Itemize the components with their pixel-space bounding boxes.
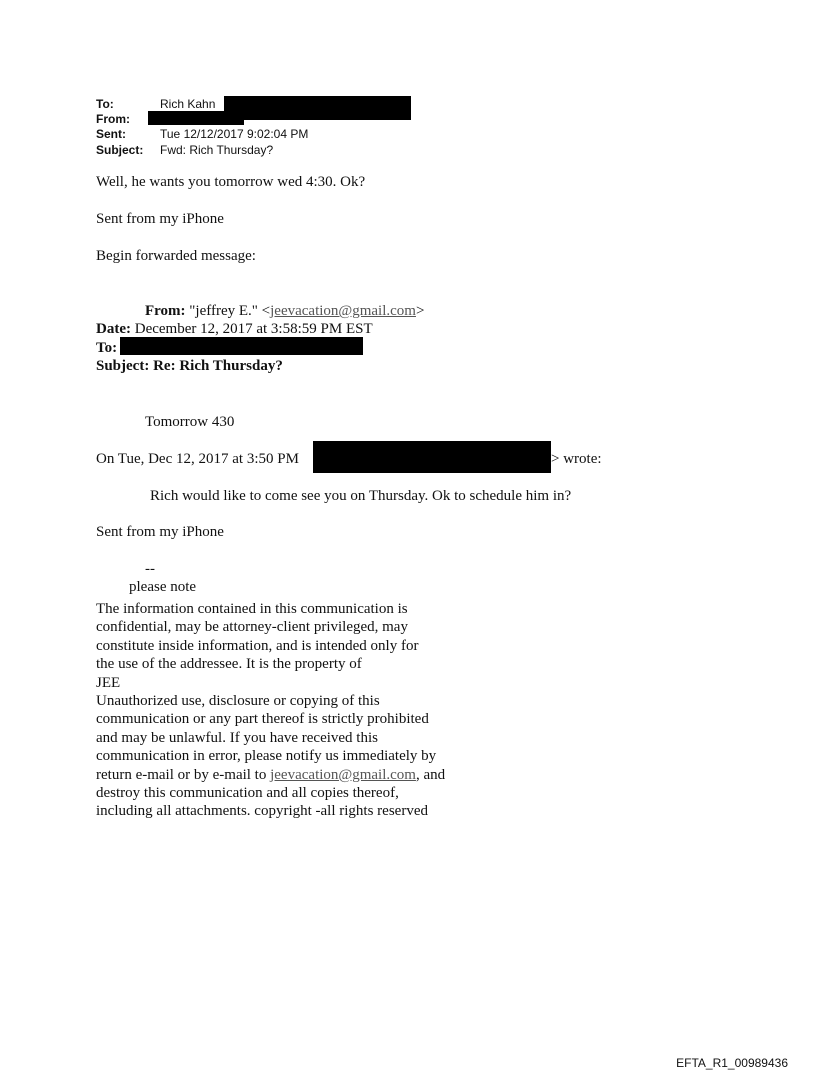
disclaimer-line: and may be unlawful. If you have received this: [96, 729, 378, 746]
redaction-box: [224, 96, 411, 120]
redaction-box: [148, 111, 244, 125]
quote-intro-post: > wrote:: [551, 451, 602, 467]
disclaimer-line: The information contained in this communication is: [96, 601, 408, 617]
redaction-box: [120, 337, 363, 355]
sent-label: Sent:: [96, 127, 126, 141]
reply-text: Tomorrow 430: [145, 414, 235, 430]
disclaimer-email-link[interactable]: jeevacation@gmail.com: [270, 766, 416, 783]
disclaimer-line: including all attachments. copyright -all rights reserved: [96, 803, 428, 820]
disclaimer-line: [96, 766, 476, 784]
forwarded-from-name: "jeffrey E." <: [189, 303, 271, 319]
disclaimer-line: communication or any part thereof is strictly prohibited: [96, 711, 429, 728]
to-value: Rich Kahn: [160, 97, 216, 111]
forward-intro: Begin forwarded message:: [96, 248, 256, 264]
disclaimer-line-text: return e-mail or by e-mail to: [96, 766, 271, 783]
forwarded-from-label: From:: [145, 303, 186, 319]
forwarded-from-close: >: [415, 303, 425, 319]
forwarded-from-line: [145, 303, 424, 320]
forwarded-subject-line: [96, 358, 283, 375]
forwarded-subject-value: Re: Rich Thursday?: [153, 358, 283, 374]
please-note: please note: [129, 579, 197, 595]
document-id: EFTA_R1_00989436: [676, 1056, 788, 1070]
disclaimer-line: communication in error, please notify us immediately by: [96, 748, 437, 765]
quoted-text: Rich would like to come see you on Thursday. Ok to schedule him in?: [150, 488, 572, 504]
forwarded-from-email-link[interactable]: jeevacation@gmail.com: [270, 303, 416, 319]
disclaimer-line: Unauthorized use, disclosure or copying of this: [96, 693, 380, 710]
body-line: Well, he wants you tomorrow wed 4:30. Ok?: [96, 174, 366, 190]
from-label: From:: [96, 112, 130, 126]
disclaimer-line-text: , and: [415, 766, 446, 783]
disclaimer-line: constitute inside information, and is intended only for: [96, 637, 419, 654]
subject-value: Fwd: Rich Thursday?: [160, 143, 274, 157]
subject-label: Subject:: [96, 143, 144, 157]
forwarded-date-line: [96, 321, 373, 338]
quoted-signature: Sent from my iPhone: [96, 524, 224, 540]
disclaimer-line: confidential, may be attorney-client privileged, may: [96, 619, 408, 636]
disclaimer-line: destroy this communication and all copies thereof,: [96, 785, 399, 802]
forwarded-date-value: December 12, 2017 at 3:58:59 PM EST: [134, 321, 373, 337]
disclaimer-line: the use of the addressee. It is the property of: [96, 656, 362, 673]
forwarded-subject-label: Subject:: [96, 358, 150, 374]
forwarded-to-label: To:: [96, 340, 118, 356]
quote-intro-pre: On Tue, Dec 12, 2017 at 3:50 PM: [96, 451, 299, 467]
redaction-box: [313, 441, 551, 473]
disclaimer: [96, 600, 476, 821]
forwarded-to-line: [96, 340, 117, 357]
signature: Sent from my iPhone: [96, 211, 224, 227]
to-label: To:: [96, 97, 114, 111]
sent-value: Tue 12/12/2017 9:02:04 PM: [160, 127, 309, 141]
disclaimer-line: JEE: [96, 674, 121, 691]
forwarded-date-label: Date:: [96, 321, 131, 337]
signature-dash: --: [145, 561, 155, 577]
